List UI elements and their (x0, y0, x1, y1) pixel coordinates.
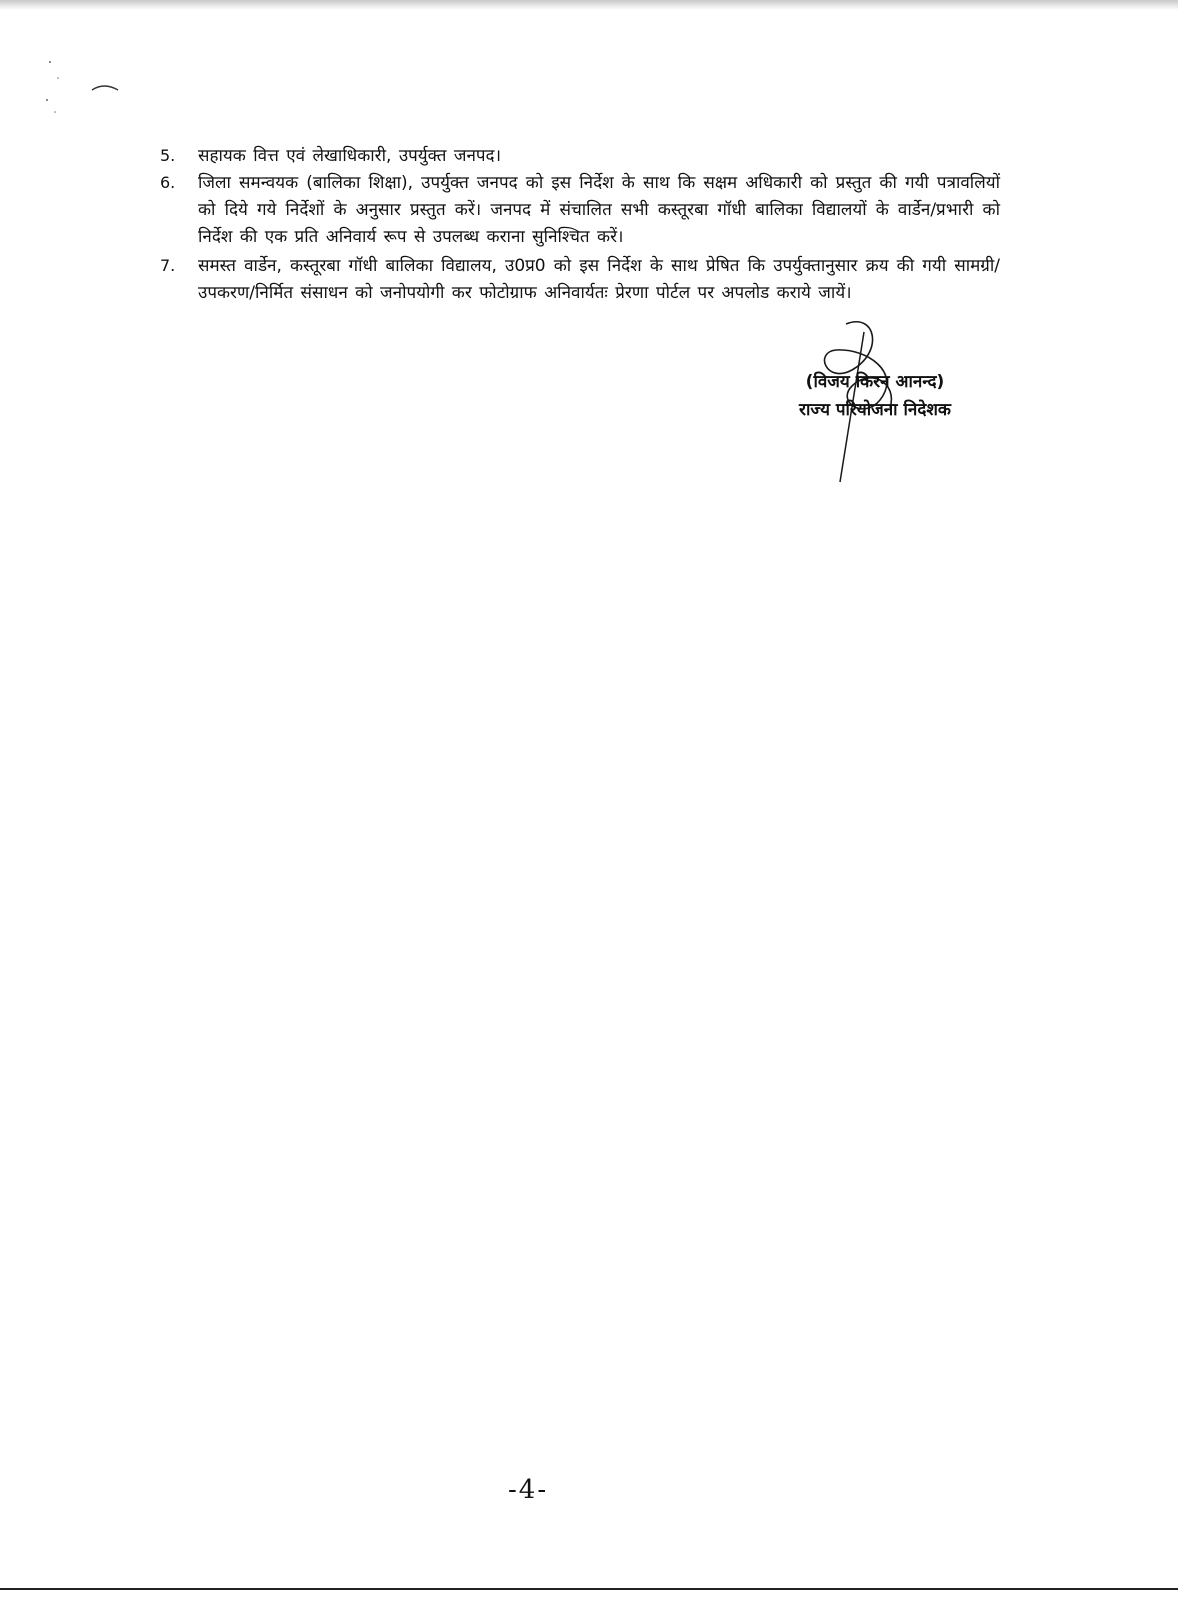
copy-recipients-list (160, 143, 1000, 307)
signature-block (760, 368, 990, 424)
page-number: -4- (508, 1475, 549, 1505)
signatory-name: (विजय किरन आनन्द) (805, 372, 945, 392)
list-item (160, 143, 1000, 170)
item-number: 6. (160, 173, 176, 192)
scan-top-edge (0, 0, 1178, 10)
item-number: 7. (160, 256, 176, 275)
scan-bottom-edge (0, 1588, 1178, 1590)
scan-marks (0, 0, 140, 130)
item-number: 5. (160, 146, 176, 165)
item-text: समस्त वार्डेन, कस्तूरबा गॉधी बालिका विद्यालय, उ0प्र0 को इस निर्देश के साथ प्रेषित कि उपर्युक्तानुसार क्रय की गयी सामग्री/उपकरण/निर्मित संसाधन को जनोपयोगी कर फोटोग्राफ अनिवार्यतः प्रेरणा पोर्टल पर अपलोड कराये जायें। (198, 256, 1000, 303)
item-text: जिला समन्वयक (बालिका शिक्षा), उपर्युक्त जनपद को इस निर्देश के साथ कि सक्षम अधिकारी को प्रस्तुत की गयी पत्रावलियों को दिये गये निर्देशों के अनुसार प्रस्तुत करें। जनपद में संचालित सभी कस्तूरबा गॉधी बालिका विद्यालयों के वार्डेन/प्रभारी को निर्देश की एक प्रति अनिवार्य रूप से उपलब्ध कराना सुनिश्चित करें। (198, 173, 1000, 247)
list-item (160, 170, 1000, 251)
signatory-designation: राज्य परियोजना निदेशक (799, 400, 951, 420)
list-item (160, 253, 1000, 307)
item-text: सहायक वित्त एवं लेखाधिकारी, उपर्युक्त जनपद। (198, 146, 502, 166)
